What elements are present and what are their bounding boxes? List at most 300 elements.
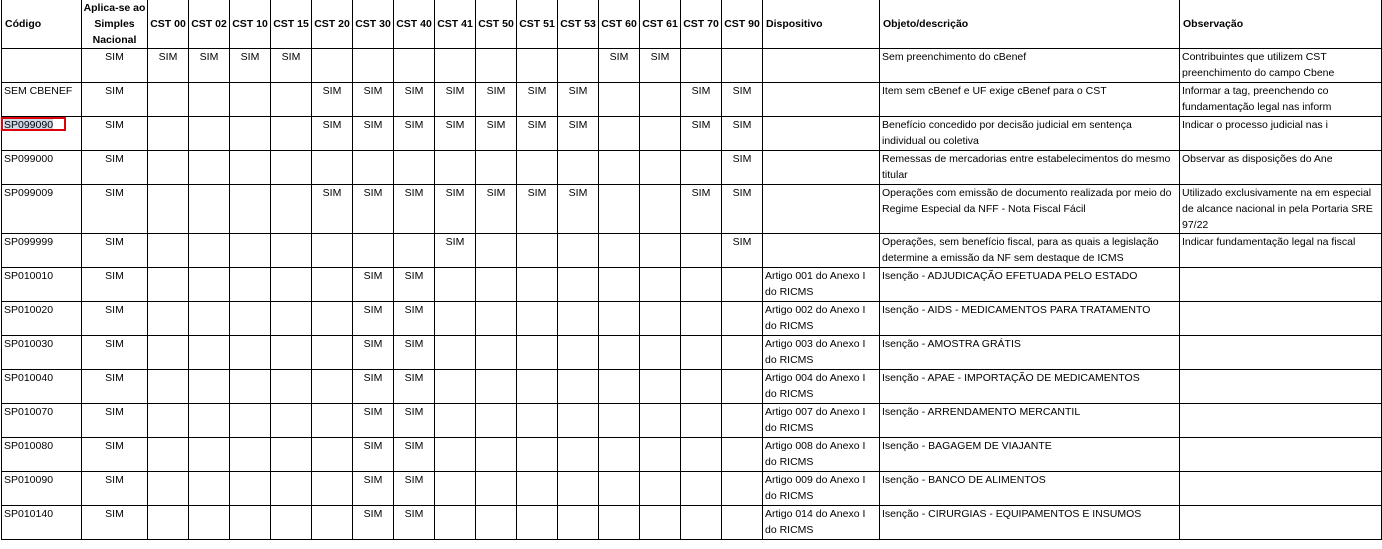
cell-cst[interactable]: [271, 336, 312, 370]
cell-cst[interactable]: [558, 302, 599, 336]
cell-cst[interactable]: [312, 438, 353, 472]
cell-cst[interactable]: [681, 336, 722, 370]
cell-objeto[interactable]: Benefício concedido por decisão judicial em sentença individual ou coletiva: [880, 117, 1180, 151]
cell-cst[interactable]: [312, 49, 353, 83]
cell-codigo[interactable]: SP010090: [2, 472, 82, 506]
cell-cst[interactable]: [312, 506, 353, 540]
cell-cst[interactable]: SIM: [353, 404, 394, 438]
cell-cst[interactable]: [230, 370, 271, 404]
cell-cst[interactable]: [230, 404, 271, 438]
cell-cst[interactable]: SIM: [353, 336, 394, 370]
cell-observacao[interactable]: Contribuintes que utilizem CST preenchimento do campo Cbene: [1180, 49, 1382, 83]
cell-cst[interactable]: [722, 472, 763, 506]
cell-cst[interactable]: SIM: [517, 185, 558, 234]
cell-cst[interactable]: [394, 234, 435, 268]
cell-cst[interactable]: [271, 438, 312, 472]
cell-cst[interactable]: [435, 302, 476, 336]
cell-cst[interactable]: [230, 268, 271, 302]
cell-cst[interactable]: [312, 234, 353, 268]
cell-cst[interactable]: [558, 506, 599, 540]
cell-observacao[interactable]: Indicar fundamentação legal na fiscal: [1180, 234, 1382, 268]
cell-cst[interactable]: [312, 404, 353, 438]
cell-cst[interactable]: [271, 83, 312, 117]
header-cst[interactable]: CST 70: [681, 0, 722, 49]
cell-cst[interactable]: [476, 506, 517, 540]
cell-dispositivo[interactable]: Artigo 009 do Anexo I do RICMS: [763, 472, 880, 506]
cell-cst[interactable]: SIM: [312, 117, 353, 151]
cell-cst[interactable]: SIM: [599, 49, 640, 83]
cell-codigo[interactable]: SP099009: [2, 185, 82, 234]
cell-objeto[interactable]: Isenção - AIDS - MEDICAMENTOS PARA TRATAMENTO: [880, 302, 1180, 336]
cell-cst[interactable]: [640, 506, 681, 540]
cell-cst[interactable]: [230, 151, 271, 185]
cell-cst[interactable]: [394, 151, 435, 185]
cell-cst[interactable]: [230, 302, 271, 336]
cell-objeto[interactable]: Operações, sem benefício fiscal, para as quais a legislação determine a emissão da NF sem destaque de ICMS: [880, 234, 1180, 268]
cell-cst[interactable]: SIM: [640, 49, 681, 83]
cell-cst[interactable]: [230, 506, 271, 540]
cell-cst[interactable]: [681, 506, 722, 540]
cell-cst[interactable]: [517, 370, 558, 404]
cell-cst[interactable]: [148, 234, 189, 268]
cell-cst[interactable]: SIM: [476, 117, 517, 151]
cell-cst[interactable]: SIM: [435, 234, 476, 268]
cell-cst[interactable]: [271, 234, 312, 268]
cell-cst[interactable]: [189, 472, 230, 506]
cell-cst[interactable]: [558, 438, 599, 472]
cell-cst[interactable]: [558, 151, 599, 185]
cell-cst[interactable]: [599, 234, 640, 268]
cell-cst[interactable]: [476, 472, 517, 506]
cell-cst[interactable]: [353, 234, 394, 268]
cell-simples[interactable]: SIM: [82, 117, 148, 151]
cell-cst[interactable]: [517, 151, 558, 185]
cell-cst[interactable]: [599, 438, 640, 472]
cell-dispositivo[interactable]: [763, 151, 880, 185]
cell-cst[interactable]: SIM: [722, 117, 763, 151]
cell-cst[interactable]: SIM: [353, 302, 394, 336]
cell-cst[interactable]: [312, 472, 353, 506]
cell-cst[interactable]: SIM: [353, 268, 394, 302]
cell-cst[interactable]: [189, 336, 230, 370]
cell-cst[interactable]: [640, 234, 681, 268]
cell-cst[interactable]: SIM: [722, 234, 763, 268]
cell-codigo[interactable]: SP010030: [2, 336, 82, 370]
cell-cst[interactable]: SIM: [394, 83, 435, 117]
cell-cst[interactable]: [558, 336, 599, 370]
cell-cst[interactable]: [640, 302, 681, 336]
header-cst[interactable]: CST 90: [722, 0, 763, 49]
cell-cst[interactable]: SIM: [394, 268, 435, 302]
cell-cst[interactable]: [681, 370, 722, 404]
header-cst[interactable]: CST 51: [517, 0, 558, 49]
cell-cst[interactable]: SIM: [722, 151, 763, 185]
cell-cst[interactable]: [558, 404, 599, 438]
cell-cst[interactable]: [722, 302, 763, 336]
cell-cst[interactable]: [435, 336, 476, 370]
cell-codigo[interactable]: SP010080: [2, 438, 82, 472]
cell-simples[interactable]: SIM: [82, 404, 148, 438]
cell-cst[interactable]: [435, 472, 476, 506]
cell-cst[interactable]: [312, 151, 353, 185]
header-cst[interactable]: CST 40: [394, 0, 435, 49]
cell-codigo[interactable]: SP010010: [2, 268, 82, 302]
cell-cst[interactable]: [435, 49, 476, 83]
cell-cst[interactable]: [476, 268, 517, 302]
cell-codigo[interactable]: [2, 49, 82, 83]
cell-cst[interactable]: [599, 268, 640, 302]
header-codigo[interactable]: Código: [2, 0, 82, 49]
cell-codigo[interactable]: SP099000: [2, 151, 82, 185]
cell-cst[interactable]: SIM: [394, 185, 435, 234]
cell-dispositivo[interactable]: [763, 49, 880, 83]
cell-simples[interactable]: SIM: [82, 370, 148, 404]
cell-simples[interactable]: SIM: [82, 336, 148, 370]
cell-simples[interactable]: SIM: [82, 438, 148, 472]
header-cst[interactable]: CST 10: [230, 0, 271, 49]
cell-cst[interactable]: SIM: [435, 185, 476, 234]
cell-dispositivo[interactable]: [763, 234, 880, 268]
cell-cst[interactable]: [599, 370, 640, 404]
cell-cst[interactable]: [189, 185, 230, 234]
cell-cst[interactable]: SIM: [394, 404, 435, 438]
cell-cst[interactable]: SIM: [353, 117, 394, 151]
cell-cst[interactable]: [599, 404, 640, 438]
cell-cst[interactable]: [148, 506, 189, 540]
cell-cst[interactable]: [148, 117, 189, 151]
cell-cst[interactable]: [722, 336, 763, 370]
cell-cst[interactable]: [681, 151, 722, 185]
cell-cst[interactable]: [148, 404, 189, 438]
cell-cst[interactable]: SIM: [722, 185, 763, 234]
cell-cst[interactable]: [189, 302, 230, 336]
cell-cst[interactable]: [517, 472, 558, 506]
cell-cst[interactable]: [189, 370, 230, 404]
cell-cst[interactable]: [230, 83, 271, 117]
cell-cst[interactable]: SIM: [394, 302, 435, 336]
cell-cst[interactable]: [599, 151, 640, 185]
cell-cst[interactable]: [230, 185, 271, 234]
cell-cst[interactable]: [640, 404, 681, 438]
cell-cst[interactable]: [722, 506, 763, 540]
cell-cst[interactable]: [558, 472, 599, 506]
cell-cst[interactable]: [189, 506, 230, 540]
cell-simples[interactable]: SIM: [82, 185, 148, 234]
cell-cst[interactable]: [599, 336, 640, 370]
cell-cst[interactable]: [148, 472, 189, 506]
cell-observacao[interactable]: [1180, 506, 1382, 540]
cell-cst[interactable]: SIM: [517, 83, 558, 117]
cell-cst[interactable]: [271, 370, 312, 404]
cell-cst[interactable]: [148, 302, 189, 336]
cell-cst[interactable]: [681, 472, 722, 506]
cell-cst[interactable]: [476, 151, 517, 185]
cell-simples[interactable]: SIM: [82, 268, 148, 302]
cell-cst[interactable]: SIM: [148, 49, 189, 83]
cell-cst[interactable]: [476, 370, 517, 404]
cell-objeto[interactable]: Item sem cBenef e UF exige cBenef para o CST: [880, 83, 1180, 117]
header-objeto[interactable]: Objeto/descrição: [880, 0, 1180, 49]
cell-cst[interactable]: [476, 302, 517, 336]
header-cst[interactable]: CST 50: [476, 0, 517, 49]
cell-cst[interactable]: [435, 506, 476, 540]
cell-cst[interactable]: SIM: [517, 117, 558, 151]
cell-cst[interactable]: SIM: [681, 185, 722, 234]
cell-cst[interactable]: [353, 49, 394, 83]
cell-cst[interactable]: SIM: [476, 83, 517, 117]
cell-objeto[interactable]: Isenção - BAGAGEM DE VIAJANTE: [880, 438, 1180, 472]
cell-cst[interactable]: [148, 151, 189, 185]
cell-objeto[interactable]: Isenção - ARRENDAMENTO MERCANTIL: [880, 404, 1180, 438]
cell-cst[interactable]: [681, 404, 722, 438]
cell-cst[interactable]: [148, 438, 189, 472]
cell-codigo[interactable]: SP010040: [2, 370, 82, 404]
cell-objeto[interactable]: Remessas de mercadorias entre estabelecimentos do mesmo titular: [880, 151, 1180, 185]
cell-observacao[interactable]: [1180, 370, 1382, 404]
header-observacao[interactable]: Observação: [1180, 0, 1382, 49]
cell-cst[interactable]: [312, 268, 353, 302]
header-cst[interactable]: CST 61: [640, 0, 681, 49]
cell-dispositivo[interactable]: Artigo 008 do Anexo I do RICMS: [763, 438, 880, 472]
cell-cst[interactable]: [517, 438, 558, 472]
cell-dispositivo[interactable]: [763, 117, 880, 151]
cell-objeto[interactable]: Isenção - AMOSTRA GRÁTIS: [880, 336, 1180, 370]
header-cst[interactable]: CST 15: [271, 0, 312, 49]
cell-cst[interactable]: [189, 117, 230, 151]
cell-dispositivo[interactable]: Artigo 007 do Anexo I do RICMS: [763, 404, 880, 438]
cell-cst[interactable]: [517, 234, 558, 268]
cell-cst[interactable]: [271, 117, 312, 151]
cell-cst[interactable]: [517, 506, 558, 540]
header-cst[interactable]: CST 53: [558, 0, 599, 49]
header-cst[interactable]: CST 30: [353, 0, 394, 49]
cell-cst[interactable]: [189, 234, 230, 268]
cell-observacao[interactable]: [1180, 302, 1382, 336]
cell-dispositivo[interactable]: Artigo 014 do Anexo I do RICMS: [763, 506, 880, 540]
cell-cst[interactable]: [271, 404, 312, 438]
cell-cst[interactable]: SIM: [353, 370, 394, 404]
cell-cst[interactable]: [558, 49, 599, 83]
cell-cst[interactable]: [681, 268, 722, 302]
cell-objeto[interactable]: Sem preenchimento do cBenef: [880, 49, 1180, 83]
header-cst[interactable]: CST 20: [312, 0, 353, 49]
cell-cst[interactable]: [640, 438, 681, 472]
cell-simples[interactable]: SIM: [82, 83, 148, 117]
cell-cst[interactable]: [148, 185, 189, 234]
cell-cst[interactable]: [435, 268, 476, 302]
cell-cst[interactable]: [640, 472, 681, 506]
cell-cst[interactable]: [558, 234, 599, 268]
cell-codigo[interactable]: SP010020: [2, 302, 82, 336]
cell-cst[interactable]: [312, 370, 353, 404]
cell-cst[interactable]: SIM: [394, 336, 435, 370]
cell-cst[interactable]: SIM: [312, 83, 353, 117]
cell-cst[interactable]: [722, 370, 763, 404]
cell-cst[interactable]: SIM: [271, 49, 312, 83]
cell-cst[interactable]: [722, 268, 763, 302]
cell-cst[interactable]: [148, 336, 189, 370]
cell-cst[interactable]: [476, 336, 517, 370]
cell-simples[interactable]: SIM: [82, 234, 148, 268]
cell-cst[interactable]: SIM: [681, 117, 722, 151]
cell-cst[interactable]: [353, 151, 394, 185]
cell-cst[interactable]: SIM: [558, 117, 599, 151]
cell-cst[interactable]: SIM: [353, 83, 394, 117]
cell-cst[interactable]: [640, 83, 681, 117]
cell-cst[interactable]: [517, 302, 558, 336]
cell-cst[interactable]: [722, 49, 763, 83]
cell-cst[interactable]: [230, 336, 271, 370]
cell-cst[interactable]: [599, 83, 640, 117]
header-dispositivo[interactable]: Dispositivo: [763, 0, 880, 49]
cell-cst[interactable]: [558, 268, 599, 302]
cell-cst[interactable]: [435, 370, 476, 404]
cell-observacao[interactable]: Indicar o processo judicial nas i: [1180, 117, 1382, 151]
cell-cst[interactable]: [189, 151, 230, 185]
cell-cst[interactable]: SIM: [353, 185, 394, 234]
cell-cst[interactable]: [599, 185, 640, 234]
cell-cst[interactable]: [517, 404, 558, 438]
cell-cst[interactable]: [681, 438, 722, 472]
cell-cst[interactable]: SIM: [230, 49, 271, 83]
cell-objeto[interactable]: Isenção - CIRURGIAS - EQUIPAMENTOS E INSUMOS: [880, 506, 1180, 540]
cell-cst[interactable]: [148, 370, 189, 404]
cell-cst[interactable]: [681, 302, 722, 336]
cell-cst[interactable]: [517, 268, 558, 302]
cell-observacao[interactable]: [1180, 336, 1382, 370]
cell-cst[interactable]: [230, 472, 271, 506]
cell-cst[interactable]: SIM: [435, 83, 476, 117]
cell-cst[interactable]: SIM: [394, 438, 435, 472]
cell-objeto[interactable]: Isenção - APAE - IMPORTAÇÃO DE MEDICAMENTOS: [880, 370, 1180, 404]
cell-cst[interactable]: [230, 438, 271, 472]
cell-cst[interactable]: [271, 302, 312, 336]
cell-cst[interactable]: [599, 302, 640, 336]
cell-observacao[interactable]: Utilizado exclusivamente na em especial de alcance nacional in pela Portaria SRE 97/22: [1180, 185, 1382, 234]
cell-simples[interactable]: SIM: [82, 472, 148, 506]
cell-cst[interactable]: [476, 234, 517, 268]
cell-objeto[interactable]: Isenção - BANCO DE ALIMENTOS: [880, 472, 1180, 506]
cell-simples[interactable]: SIM: [82, 151, 148, 185]
cell-dispositivo[interactable]: Artigo 003 do Anexo I do RICMS: [763, 336, 880, 370]
cell-cst[interactable]: [599, 506, 640, 540]
cell-cst[interactable]: [517, 49, 558, 83]
cell-observacao[interactable]: [1180, 438, 1382, 472]
cell-cst[interactable]: [271, 268, 312, 302]
cell-cst[interactable]: [189, 404, 230, 438]
cell-cst[interactable]: [189, 268, 230, 302]
cell-cst[interactable]: [558, 370, 599, 404]
cell-simples[interactable]: SIM: [82, 506, 148, 540]
cell-dispositivo[interactable]: Artigo 004 do Anexo I do RICMS: [763, 370, 880, 404]
cell-cst[interactable]: [640, 268, 681, 302]
cell-codigo[interactable]: SP099999: [2, 234, 82, 268]
cell-dispositivo[interactable]: Artigo 002 do Anexo I do RICMS: [763, 302, 880, 336]
cell-cst[interactable]: SIM: [558, 185, 599, 234]
cell-observacao[interactable]: [1180, 268, 1382, 302]
cell-cst[interactable]: [681, 49, 722, 83]
cell-cst[interactable]: SIM: [722, 83, 763, 117]
cell-cst[interactable]: [476, 404, 517, 438]
cell-cst[interactable]: [271, 506, 312, 540]
cell-cst[interactable]: [148, 83, 189, 117]
cell-cst[interactable]: [148, 268, 189, 302]
cell-cst[interactable]: [517, 336, 558, 370]
cell-cst[interactable]: [394, 49, 435, 83]
cell-simples[interactable]: SIM: [82, 49, 148, 83]
cell-observacao[interactable]: [1180, 472, 1382, 506]
cell-cst[interactable]: SIM: [353, 438, 394, 472]
cell-observacao[interactable]: [1180, 404, 1382, 438]
cell-objeto[interactable]: Operações com emissão de documento realizada por meio do Regime Especial da NFF - Nota Fiscal Fácil: [880, 185, 1180, 234]
cell-cst[interactable]: [722, 404, 763, 438]
cell-codigo[interactable]: SEM CBENEF: [2, 83, 82, 117]
cell-cst[interactable]: [599, 117, 640, 151]
cell-cst[interactable]: [640, 185, 681, 234]
cell-cst[interactable]: [435, 438, 476, 472]
header-cst[interactable]: CST 60: [599, 0, 640, 49]
cell-cst[interactable]: [476, 438, 517, 472]
cell-cst[interactable]: [681, 234, 722, 268]
cell-cst[interactable]: SIM: [681, 83, 722, 117]
cell-dispositivo[interactable]: [763, 83, 880, 117]
cell-cst[interactable]: [189, 83, 230, 117]
header-cst[interactable]: CST 41: [435, 0, 476, 49]
cell-observacao[interactable]: Informar a tag, preenchendo co fundamentação legal nas inform: [1180, 83, 1382, 117]
cell-codigo[interactable]: SP010140: [2, 506, 82, 540]
cell-cst[interactable]: SIM: [394, 117, 435, 151]
cell-cst[interactable]: SIM: [394, 370, 435, 404]
cell-cst[interactable]: SIM: [435, 117, 476, 151]
cell-cst[interactable]: [271, 185, 312, 234]
cell-cst[interactable]: [230, 234, 271, 268]
cell-cst[interactable]: SIM: [558, 83, 599, 117]
cell-cst[interactable]: [312, 336, 353, 370]
header-simples[interactable]: Aplica-se ao Simples Nacional: [82, 0, 148, 49]
header-cst[interactable]: CST 00: [148, 0, 189, 49]
cell-cst[interactable]: [189, 438, 230, 472]
cell-cst[interactable]: [271, 472, 312, 506]
cell-dispositivo[interactable]: [763, 185, 880, 234]
cell-cst[interactable]: SIM: [312, 185, 353, 234]
cell-cst[interactable]: [640, 151, 681, 185]
cell-cst[interactable]: [271, 151, 312, 185]
cell-cst[interactable]: [722, 438, 763, 472]
cell-cst[interactable]: [476, 49, 517, 83]
cell-cst[interactable]: [640, 370, 681, 404]
cell-objeto[interactable]: Isenção - ADJUDICAÇÃO EFETUADA PELO ESTADO: [880, 268, 1180, 302]
cell-codigo[interactable]: [2, 117, 82, 151]
cell-simples[interactable]: SIM: [82, 302, 148, 336]
cell-cst[interactable]: SIM: [353, 472, 394, 506]
cell-cst[interactable]: [312, 302, 353, 336]
cell-cst[interactable]: [640, 336, 681, 370]
cell-cst[interactable]: [435, 404, 476, 438]
cell-dispositivo[interactable]: Artigo 001 do Anexo I do RICMS: [763, 268, 880, 302]
cell-cst[interactable]: [435, 151, 476, 185]
header-cst[interactable]: CST 02: [189, 0, 230, 49]
cell-cst[interactable]: SIM: [353, 506, 394, 540]
cell-cst[interactable]: [230, 117, 271, 151]
cell-codigo[interactable]: SP010070: [2, 404, 82, 438]
cell-cst[interactable]: [599, 472, 640, 506]
cell-cst[interactable]: [640, 117, 681, 151]
cell-cst[interactable]: SIM: [394, 472, 435, 506]
cell-cst[interactable]: SIM: [189, 49, 230, 83]
cell-cst[interactable]: SIM: [476, 185, 517, 234]
cell-cst[interactable]: SIM: [394, 506, 435, 540]
cell-observacao[interactable]: Observar as disposições do Ane: [1180, 151, 1382, 185]
